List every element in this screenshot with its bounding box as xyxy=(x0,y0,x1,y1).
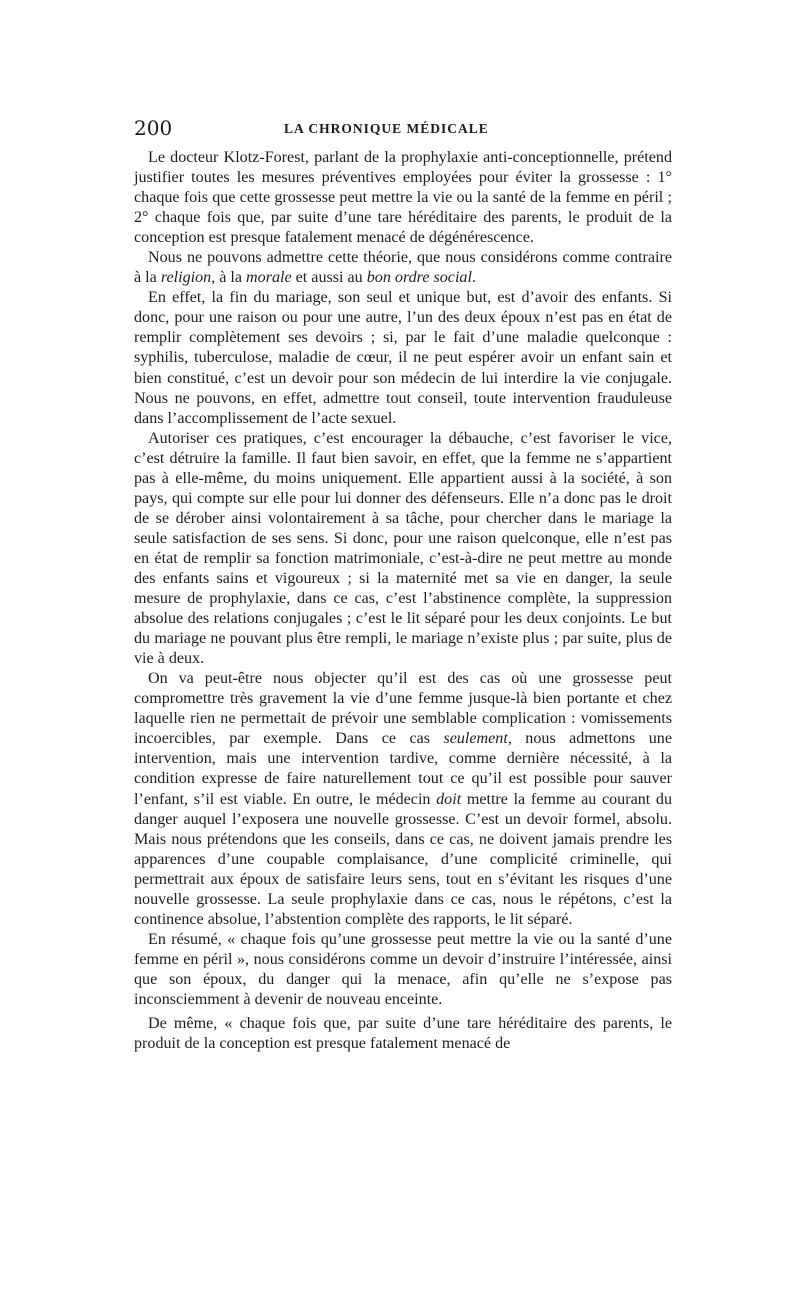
paragraph-3 xyxy=(134,288,672,428)
emphasis-morale: morale xyxy=(246,269,292,287)
emphasis-bon-ordre-social: bon ordre social xyxy=(366,269,472,287)
page-number: 200 xyxy=(134,116,173,140)
paragraph-5 xyxy=(134,669,672,930)
paragraph-7 xyxy=(134,1014,672,1054)
paragraph-1 xyxy=(134,148,672,248)
emphasis-religion: religion xyxy=(160,269,212,287)
paragraph-text: On va peut-être nous objecter qu’il est des cas où une grossesse peut compromettre très gravement la vie d’une femme jusque-là bien portante et chez laquelle rien ne permettait de prévoir une semblable complication : vomissements incoercibles, par exemple. Dans ce cas xyxy=(134,670,672,748)
paragraph-text: et aussi au xyxy=(291,269,367,287)
paragraph-4 xyxy=(134,429,672,670)
paragraph-text: En effet, la fin du mariage, son seul et unique but, est d’avoir des enfants. Si donc, pour une raison ou pour une autre, l’un des deux époux n’est pas en état de remplir complètement ses devoirs ; si, par le fait d’une maladie quelconque : syphilis, tuberculose, maladie de cœur, il ne peut espérer avoir un enfant sain et bien constitué, c’est un devoir pour son médecin de lui interdire la vie conjugale. Nous ne pouvons, en effet, admettre tout conseil, toute intervention frauduleuse dans l’accomplissement de l’acte sexuel. xyxy=(134,289,672,427)
paragraph-text: Le docteur Klotz-Forest, parlant de la prophylaxie anti-conceptionnelle, prétend justifier toutes les mesures préventives employées pour éviter la grossesse : 1° chaque fois que cette grossesse peut mettre la vie ou la santé de la femme en péril ; 2° chaque fois que, par suite d’une tare héréditaire des parents, le produit de la conception est presque fatalement menacé de dégénérescence. xyxy=(134,149,672,247)
emphasis-doit: doit xyxy=(436,790,462,808)
paragraph-text: En résumé, « chaque fois qu’une grossesse peut mettre la vie ou la santé d’une femme en péril », nous considérons comme un devoir d’instruire l’intéressée, ainsi que son époux, du danger qui la menace, afin qu’elle ne s’expose pas inconsciemment à devenir de nouveau enceinte. xyxy=(134,930,672,1008)
paragraph-text: Nous ne pouvons admettre cette théorie, que nous considérons comme contraire à la xyxy=(134,249,672,287)
paragraph-text: De même, « chaque fois que, par suite d’une tare héréditaire des parents, le produit de la conception est presque fatalement menacé de xyxy=(134,1015,672,1053)
paragraph-6 xyxy=(134,930,672,1010)
body-text xyxy=(134,148,672,1054)
paragraph-text: mettre la femme au courant du danger auquel l’exposera une nouvelle grossesse. C’est un devoir formel, absolu. Mais nous prétendons que les conseils, dans ce cas, ne doivent jamais prendre les apparences d’une coupable complaisance, d’une complicité criminelle, qui permettrait aux époux de satisfaire leurs sens, tout en s’évitant les risques d’une nouvelle grossesse. La seule prophylaxie dans ce cas, nous le répétons, c’est la continence absolue, l’abstention complète des rapports, le lit séparé. xyxy=(134,790,672,928)
page-header xyxy=(134,115,678,141)
paragraph-text: Autoriser ces pratiques, c’est encourager la débauche, c’est favoriser le vice, c’est détruire la famille. Il faut bien savoir, en effet, que la femme ne s’appartient pas à elle-même, du moins uniquement. Elle appartient aussi à la société, à son pays, qui compte sur elle pour lui donner des défenseurs. Elle n’a donc pas le droit de se dérober ainsi volontairement à sa tâche, pour chercher dans le mariage la seule satisfaction de ses sens. Si donc, pour une raison quelconque, elle n’est pas en état de remplir sa fonction matrimoniale, c’est-à-dire ne peut mettre au monde des enfants sains et vigoureux ; si la maternité met sa vie en danger, la seule mesure de prophylaxie, dans ce cas, c’est l’abstinence complète, la suppression absolue des relations conjugales ; c’est le lit séparé pour les deux conjoints. Le but du mariage ne pouvant plus être rempli, le mariage n’existe plus ; par suite, plus de vie à deux. xyxy=(134,429,672,668)
paragraph-text: , à la xyxy=(211,269,247,287)
paragraph-text: , nous admettons une intervention, mais une intervention tardive, comme dernière nécessité, à la condition expresse de faire naturellement tout ce qu’il est possible pour sauver l’enfant, s’il est viable. En outre, le médecin xyxy=(134,730,672,808)
emphasis-seulement: seulement xyxy=(443,730,508,748)
paragraph-text: . xyxy=(471,269,476,287)
running-title: LA CHRONIQUE MÉDICALE xyxy=(284,121,489,136)
paragraph-2 xyxy=(134,248,672,288)
